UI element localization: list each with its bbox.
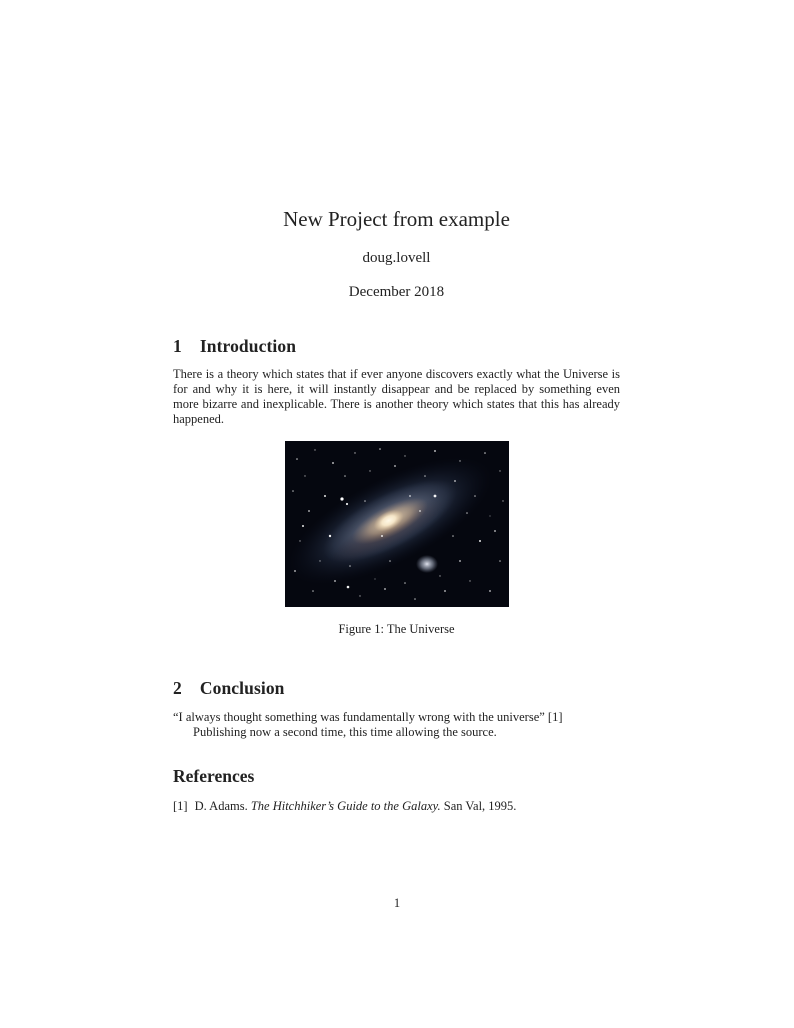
section-number-introduction: 1 [173,336,182,356]
conclusion-quote-line: “I always thought something was fundamentally wrong with the universe” [1] [173,710,563,724]
reference-entry-1 [173,799,620,814]
reference-label: [1] [173,799,188,813]
document-date: December 2018 [348,284,445,300]
galaxy-image [285,441,509,607]
reference-text [195,799,620,814]
figure-caption: Figure 1: The Universe [338,622,455,636]
conclusion-second-line: Publishing now a second time, this time allowing the source. [193,725,497,739]
section-number-conclusion: 2 [173,678,182,698]
document-author: doug.lovell [362,250,431,266]
section-title-conclusion: Conclusion [199,678,285,698]
section-title-introduction: Introduction [199,336,297,356]
document-title: New Project from example [283,207,510,231]
reference-publisher: San Val, 1995. [443,799,517,813]
section-heading-introduction [173,335,620,357]
references-heading: References [173,766,255,786]
reference-authors: D. Adams. [194,799,248,813]
introduction-paragraph: There is a theory which states that if ever anyone discovers exactly what the Universe is for and why it is here, it will instantly disappear and be replaced by something even more bizarre and inexplicable. There is another theory which states that this has already happened. [173,367,620,426]
page-number: 1 [393,896,401,910]
section-heading-conclusion [173,677,620,699]
figure-1 [173,441,620,637]
reference-title: The Hitchhiker’s Guide to the Galaxy. [250,799,441,813]
document-content-column [173,0,620,814]
